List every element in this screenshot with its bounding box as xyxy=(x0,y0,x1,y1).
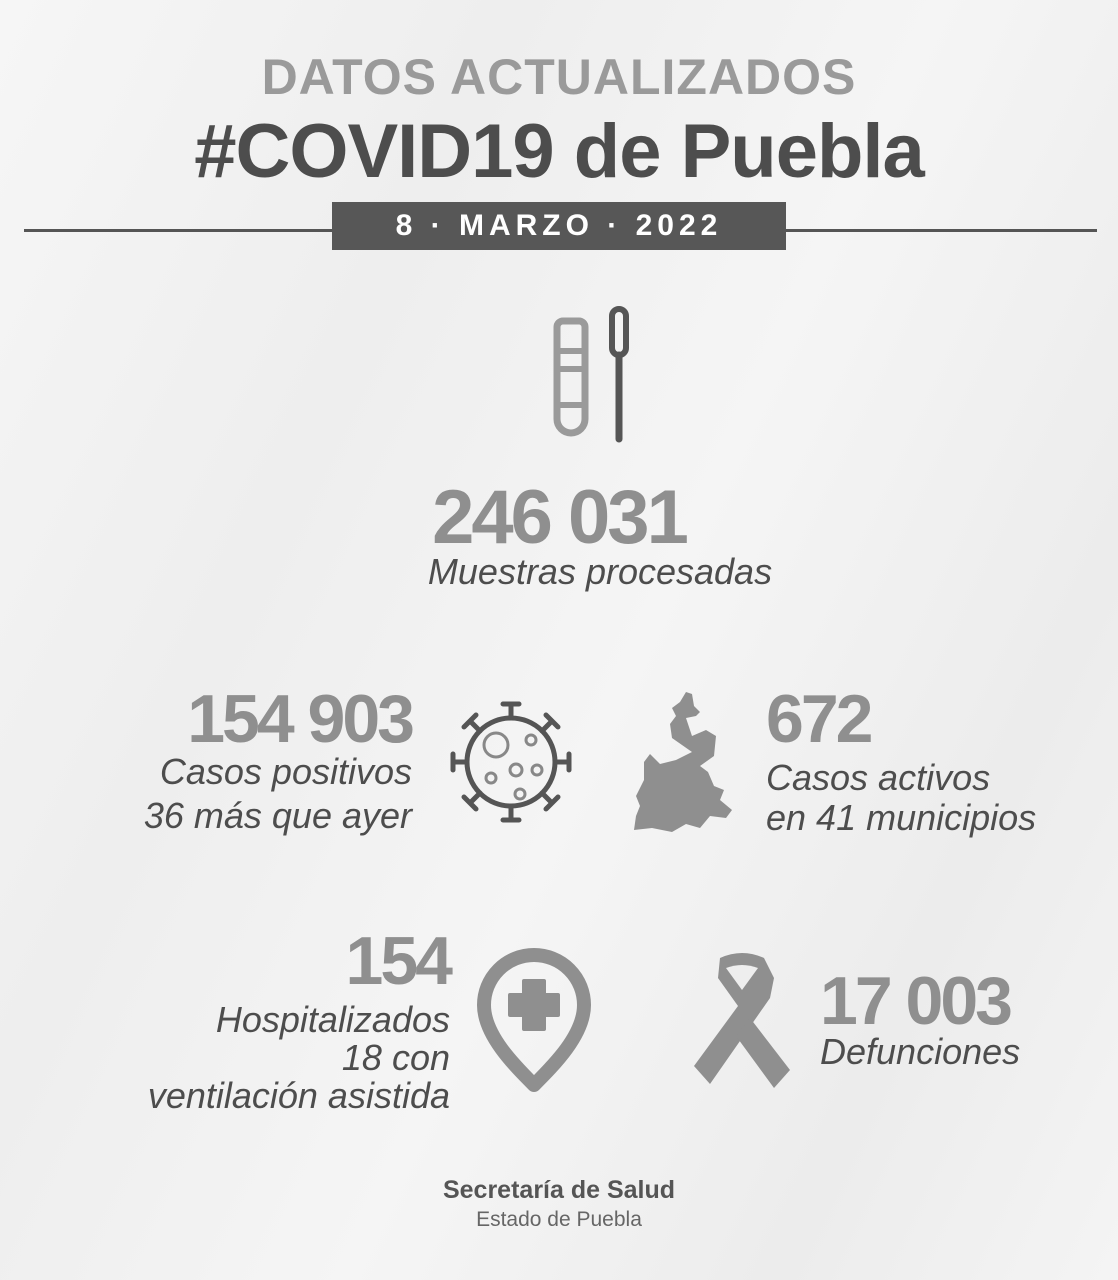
divider-right xyxy=(786,229,1097,232)
deaths-label: Defunciones xyxy=(820,1031,1021,1072)
samples-label: Muestras procesadas xyxy=(427,551,773,592)
positive-label: Casos positivos xyxy=(159,751,412,792)
hospitalized-sublabel-1: 18 con xyxy=(341,1037,450,1078)
samples-value: 246 031 xyxy=(432,475,686,560)
active-label: Casos activos xyxy=(766,757,991,798)
positive-sublabel: 36 más que ayer xyxy=(143,795,412,836)
footer-org: Secretaría de Salud xyxy=(442,1176,676,1204)
footer-state: Estado de Puebla xyxy=(476,1208,642,1231)
hospitalized-value: 154 xyxy=(345,923,450,999)
page-title: #COVID19 de Puebla xyxy=(194,109,924,194)
hospitalized-sublabel-2: ventilación asistida xyxy=(147,1075,450,1116)
virus-icon xyxy=(436,690,586,835)
divider-left xyxy=(24,229,332,232)
header-subtitle: DATOS ACTUALIZADOS xyxy=(261,49,857,105)
test-tube-swab-icon xyxy=(545,305,635,445)
hospitalized-label: Hospitalizados xyxy=(215,999,450,1040)
ribbon-icon xyxy=(692,948,792,1090)
hospital-pin-icon xyxy=(472,945,596,1095)
puebla-map-icon xyxy=(628,688,740,833)
deaths-value: 17 003 xyxy=(820,963,1010,1039)
date-badge: 8 · MARZO · 2022 xyxy=(332,202,786,250)
positive-value: 154 903 xyxy=(187,681,412,757)
active-value: 672 xyxy=(766,681,871,757)
active-sublabel: en 41 municipios xyxy=(766,797,1037,838)
